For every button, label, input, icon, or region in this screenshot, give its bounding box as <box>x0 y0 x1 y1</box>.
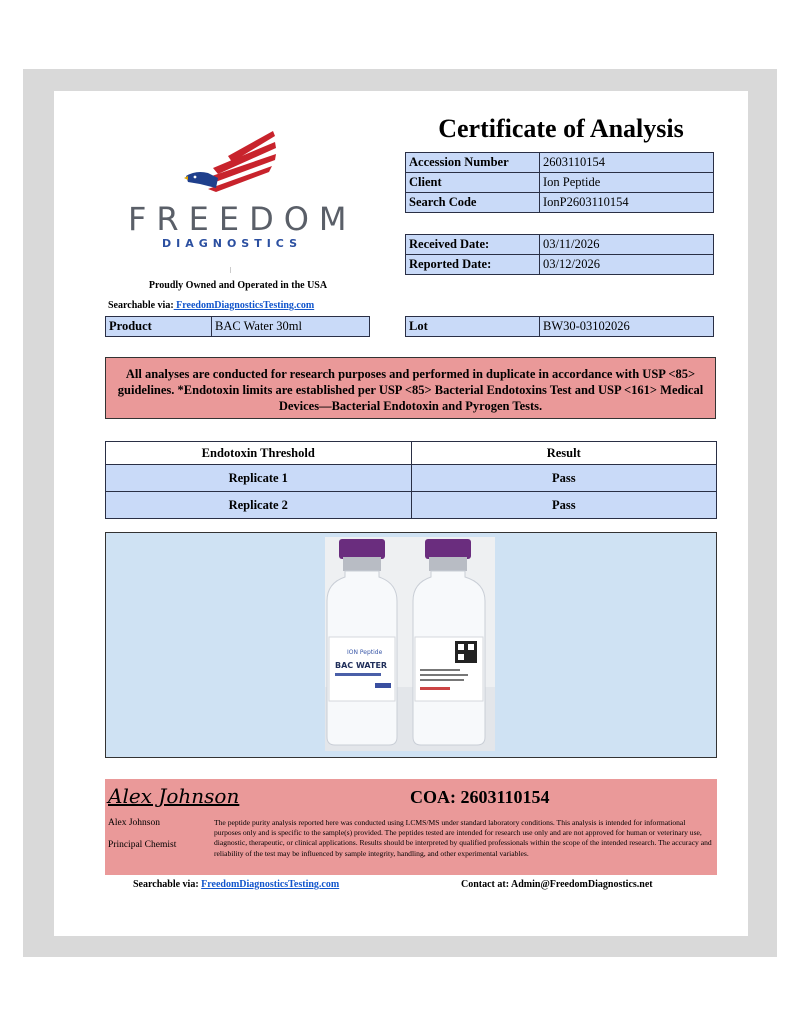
info-value: 2603110154 <box>540 153 714 173</box>
divider <box>230 267 231 273</box>
table-row <box>406 153 714 173</box>
dates-table <box>405 234 714 275</box>
column-header: Result <box>411 442 717 465</box>
searchable-label: Searchable via: <box>108 300 174 311</box>
brand-subtitle: DIAGNOSTICS <box>161 237 303 250</box>
results-table <box>105 441 717 519</box>
replicate-cell: Replicate 2 <box>106 492 412 519</box>
info-value: Ion Peptide <box>540 173 714 193</box>
lot-label: Lot <box>406 317 540 337</box>
signer-name: Alex Johnson <box>108 818 160 828</box>
coa-number: COA: 2603110154 <box>410 787 550 807</box>
table-header-row <box>106 442 717 465</box>
table-row <box>106 465 717 492</box>
date-label: Received Date: <box>406 235 540 255</box>
searchable-line <box>108 300 314 311</box>
lot-table <box>405 316 714 337</box>
vial-label-brand: ION Peptide <box>347 649 383 656</box>
footer-searchable-label: Searchable via: <box>133 879 199 890</box>
date-value: 03/11/2026 <box>540 235 714 255</box>
product-label: Product <box>106 317 212 337</box>
table-row <box>406 255 714 275</box>
info-label: Client <box>406 173 540 193</box>
footer-searchable-link[interactable]: FreedomDiagnosticsTesting.com <box>201 879 340 890</box>
replicate-cell: Replicate 1 <box>106 465 412 492</box>
disclaimer: The peptide purity analysis reported here was conducted using LCMS/MS under standard laboratory conditions. This analysis is intended for informational purposes only and is specific to the sample(s) provided. The peptides tested are intended for research use only and are not approved for human or veterinary use, diagnostic, therapeutic, or clinical applications. Results should be interpreted by qualified professionals within the scope of the intended research. The accuracy and reliability of the test may be influenced by sample integrity, handling, and other experimental variables. <box>214 818 712 858</box>
brand-tagline: Proudly Owned and Operated in the USA <box>148 280 328 291</box>
date-label: Reported Date: <box>406 255 540 275</box>
info-value: IonP2603110154 <box>540 193 714 213</box>
brand-name: FREEDOM <box>128 200 357 238</box>
table-row <box>406 193 714 213</box>
vial-photo <box>325 537 495 751</box>
footer-searchable <box>133 879 339 890</box>
product-value: BAC Water 30ml <box>212 317 370 337</box>
product-table <box>105 316 370 337</box>
date-value: 03/12/2026 <box>540 255 714 275</box>
info-label: Search Code <box>406 193 540 213</box>
table-row <box>106 492 717 519</box>
info-label: Accession Number <box>406 153 540 173</box>
result-cell: Pass <box>411 492 717 519</box>
table-row <box>106 317 370 337</box>
signer-info <box>108 818 176 862</box>
page-title: Certificate of Analysis <box>438 114 684 143</box>
lot-value: BW30-03102026 <box>540 317 714 337</box>
accession-table <box>405 152 714 213</box>
contact-email: Contact at: Admin@FreedomDiagnostics.net <box>461 879 653 890</box>
table-row <box>406 235 714 255</box>
table-row <box>406 173 714 193</box>
signature: Alex Johnson <box>108 784 240 808</box>
signer-role: Principal Chemist <box>108 840 177 850</box>
result-cell: Pass <box>411 465 717 492</box>
compliance-notice: All analyses are conducted for research purposes and performed in duplicate in accordance with USP <85> guidelines. *Endotoxin limits are established per USP <85> Bacterial Endotoxins Test and USP <161> Medical Devices—Bacterial Endotoxin and Pyrogen Tests. <box>105 357 716 419</box>
table-row <box>406 317 714 337</box>
searchable-link[interactable]: FreedomDiagnosticsTesting.com <box>173 300 315 311</box>
column-header: Endotoxin Threshold <box>106 442 412 465</box>
vial-label-title: BAC WATER <box>335 661 388 670</box>
